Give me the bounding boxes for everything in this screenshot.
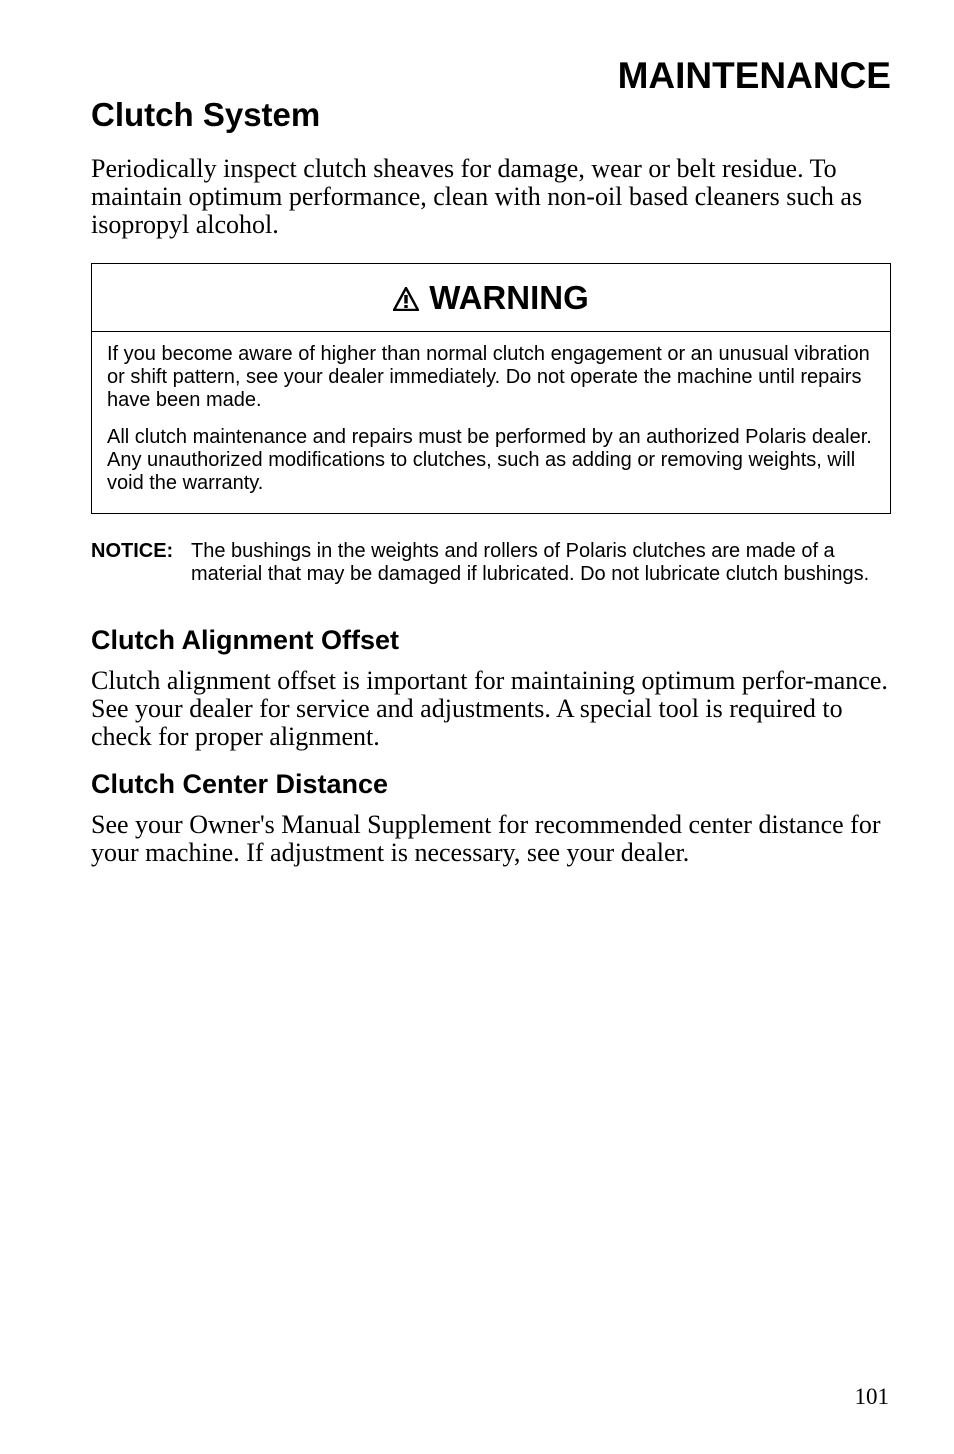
manual-page [91,0,891,1454]
warning-box [91,263,891,514]
page-number: 101 [854,1384,889,1409]
notice-label: NOTICE: [91,540,174,562]
warning-paragraph: All clutch maintenance and repairs must be performed by an authorized Polaris dealer. Any unauthorized modifications to clutches, such as adding or removing weights, will void the warranty. [107,426,872,494]
warning-body [92,332,890,495]
clutch-center-distance-paragraph: See your Owner's Manual Supplement for recommended center distance for your machine. If adjustment is necessary, see your dealer. [91,810,881,867]
notice [91,540,891,585]
notice-text: The bushings in the weights and rollers of Polaris clutches are made of a material that may be damaged if lubricated. Do not lubricate clutch bushings. [191,540,870,585]
clutch-system-heading: Clutch System [91,96,321,133]
warning-triangle-icon [393,287,419,311]
clutch-alignment-heading: Clutch Alignment Offset [91,625,399,655]
clutch-alignment-paragraph: Clutch alignment offset is important for maintaining optimum perfor-mance. See your dealer for service and adjustments. A special tool is required to check for proper alignment. [91,666,888,751]
section-header: MAINTENANCE [617,55,891,96]
warning-paragraph: If you become aware of higher than normal clutch engagement or an unusual vibration or shift pattern, see your dealer immediately. Do not operate the machine until repairs have been made. [107,343,870,411]
clutch-system-paragraph: Periodically inspect clutch sheaves for damage, wear or belt residue. To maintain optimum performance, clean with non-oil based cleaners such as isopropyl alcohol. [91,154,863,239]
warning-title: WARNING [429,278,589,316]
warning-header [92,264,890,332]
clutch-center-distance-heading: Clutch Center Distance [91,769,389,799]
